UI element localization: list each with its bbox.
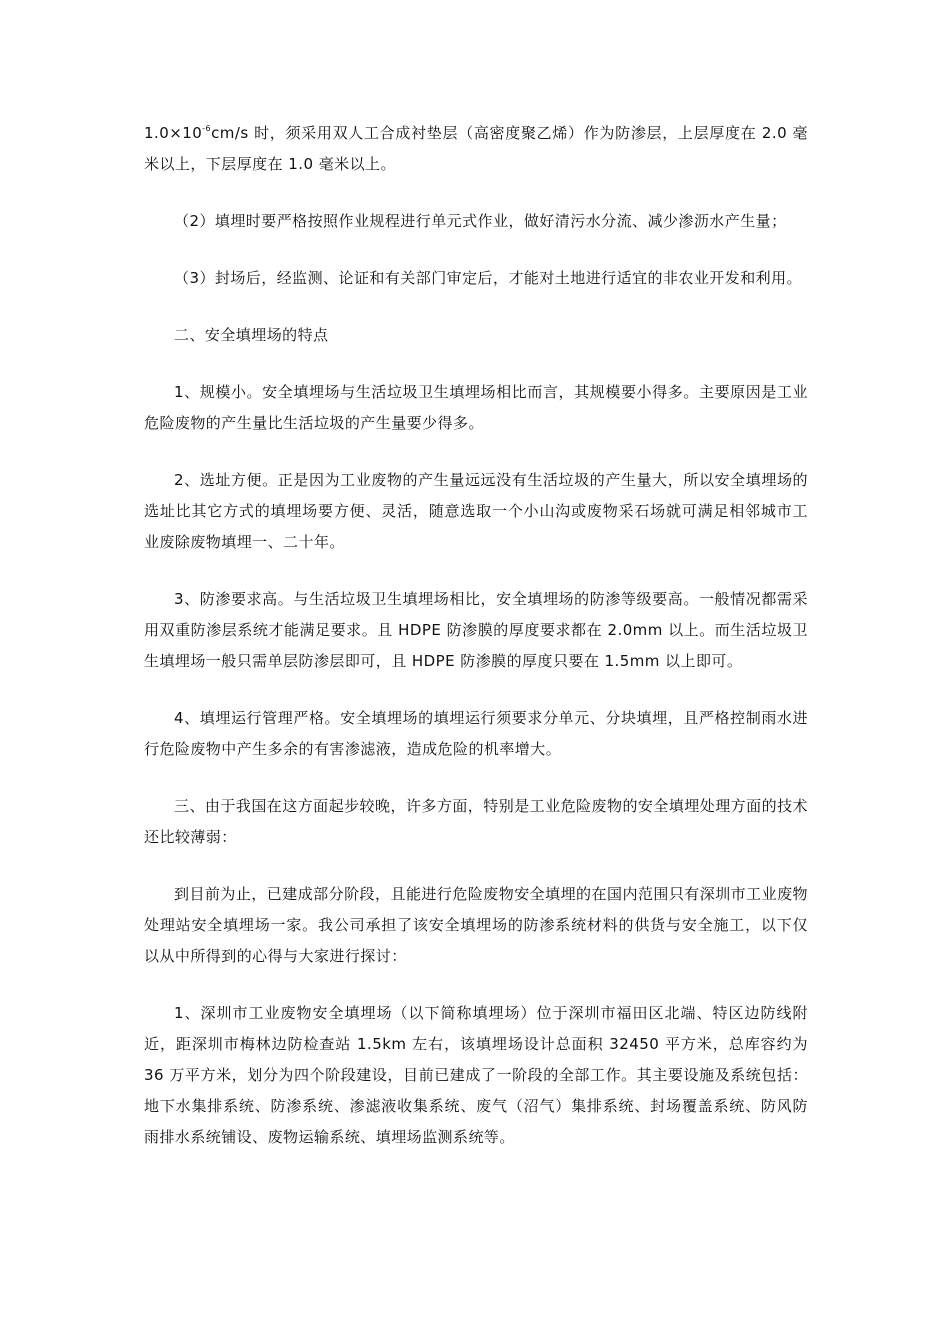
paragraph-item-2: （2）填埋时要严格按照作业规程进行单元式作业，做好清污水分流、减少渗沥水产生量； xyxy=(174,212,787,230)
paragraph-feature-management: 4、填埋运行管理严格。安全填埋场的填埋运行须要求分单元、分块填埋，且严格控制雨水进行危险废物中产生多余的有害渗滤液，造成危险的机率增大。 xyxy=(144,709,808,758)
paragraph-feature-seepage: 3、防渗要求高。与生活垃圾卫生填埋场相比，安全填埋场的防渗等级要高。一般情况都需采用双重防渗层系统才能满足要求。且 HDPE 防渗膜的厚度要求都在 2.0mm 以上。而生活垃圾卫生填埋场一般只需单层防渗层即可，且 HDPE 防渗膜的厚度只要在 1.5mm 以上即可。 xyxy=(144,590,808,670)
liner-requirement-text: cm/s 时，须采用双人工合成衬垫层（高密度聚乙烯）作为防渗层，上层厚度在 2.0 毫米以上，下层厚度在 1.0 毫米以上。 xyxy=(144,124,808,173)
section-heading-domestic-status: 三、由于我国在这方面起步较晚，许多方面，特别是工业危险废物的安全填埋处理方面的技术还比较薄弱： xyxy=(144,797,808,846)
paragraph-item-3: （3）封场后，经监测、论证和有关部门审定后，才能对土地进行适宜的非农业开发和利用。 xyxy=(174,269,802,287)
paragraph-feature-small-scale: 1、规模小。安全填埋场与生活垃圾卫生填埋场相比而言，其规模要小得多。主要原因是工业危险废物的产生量比生活垃圾的产生量要少得多。 xyxy=(144,383,808,432)
paragraph-shenzhen-landfill: 1、深圳市工业废物安全填埋场（以下简称填埋场）位于深圳市福田区北端、特区边防线附近，距深圳市梅林边防检查站 1.5km 左右，该填埋场设计总面积 32450 平方米，总库容约为 36 万平方米，划分为四个阶段建设，目前已建成了一阶段的全部工作。其主要设施及系统包括：地下水集排系统、防渗系统、渗滤液收集系统、废气（沼气）集排系统、封场覆盖系统、防风防雨排水系统铺设、废物运输系统、填埋场监测系统等。 xyxy=(144,1004,808,1146)
paragraph-shenzhen-intro: 到目前为止，已建成部分阶段，且能进行危险废物安全填埋的在国内范围只有深圳市工业废物处理站安全填埋场一家。我公司承担了该安全填埋场的防渗系统材料的供货与安全施工，以下仅以从中所得到的心得与大家进行探讨： xyxy=(144,885,808,965)
exponent-superscript: -6 xyxy=(202,124,212,133)
paragraph-permeability-liner xyxy=(144,118,808,180)
section-heading-features: 二、安全填埋场的特点 xyxy=(174,326,329,344)
permeability-value: 1.0×10 xyxy=(144,124,203,142)
document-page xyxy=(144,118,808,1179)
paragraph-feature-site-selection: 2、选址方便。正是因为工业废物的产生量远远没有生活垃圾的产生量大，所以安全填埋场的选址比其它方式的填埋场要方便、灵活，随意选取一个小山沟或废物采石场就可满足相邻城市工业废除废物填埋一、二十年。 xyxy=(144,471,808,551)
